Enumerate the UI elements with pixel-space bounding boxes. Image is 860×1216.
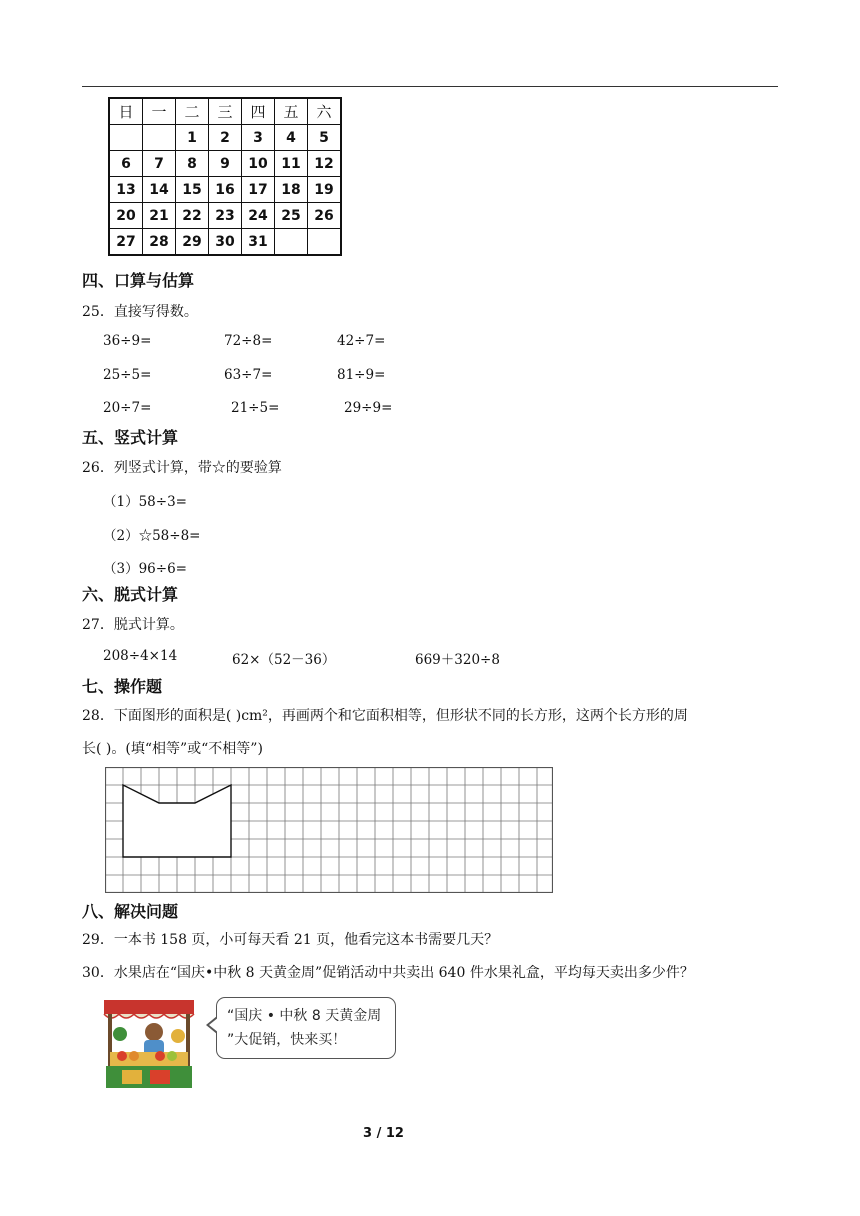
calendar-weekday-cell: 日 <box>109 98 143 125</box>
calendar-day-cell: 31 <box>242 229 275 256</box>
calendar-day-cell: 17 <box>242 177 275 203</box>
calendar-day-cell: 11 <box>275 151 308 177</box>
q25-item: 72÷8= <box>224 333 273 349</box>
page-number: 3 / 12 <box>363 1126 404 1141</box>
header-rule <box>82 86 778 87</box>
q25-item: 36÷9= <box>103 333 152 349</box>
calendar-day-cell: 27 <box>109 229 143 256</box>
calendar-day-cell: 4 <box>275 125 308 151</box>
calendar-day-cell: 1 <box>176 125 209 151</box>
q27-item: 208÷4×14 <box>103 648 178 664</box>
section-heading-4: 四、口算与估算 <box>82 271 195 290</box>
q26-item: （1）58÷3= <box>103 494 187 510</box>
promo-speech-bubble: “国庆 • 中秋 8 天黄金周 ”大促销，快来买！ <box>216 997 396 1059</box>
calendar-day-cell: 6 <box>109 151 143 177</box>
calendar-day-cell: 29 <box>176 229 209 256</box>
calendar-day-cell: 24 <box>242 203 275 229</box>
calendar-day-cell: 8 <box>176 151 209 177</box>
calendar-week-row <box>109 203 341 229</box>
section-heading-7: 七、操作题 <box>82 677 163 696</box>
calendar-day-cell <box>109 125 143 151</box>
calendar-day-cell: 9 <box>209 151 242 177</box>
calendar-day-cell: 20 <box>109 203 143 229</box>
calendar-day-cell: 21 <box>143 203 176 229</box>
calendar-day-cell <box>308 229 342 256</box>
fruit-stall-illustration <box>100 992 198 1090</box>
calendar-weekday-cell: 六 <box>308 98 342 125</box>
calendar-day-cell: 16 <box>209 177 242 203</box>
q25-item: 21÷5= <box>231 400 280 416</box>
calendar-day-cell: 3 <box>242 125 275 151</box>
question-26-title: 26．列竖式计算，带☆的要验算 <box>82 460 282 476</box>
q25-item: 81÷9= <box>337 367 386 383</box>
calendar-weekday-cell: 一 <box>143 98 176 125</box>
calendar-day-cell: 7 <box>143 151 176 177</box>
calendar-day-cell: 5 <box>308 125 342 151</box>
section-heading-8: 八、解决问题 <box>82 902 179 921</box>
section-heading-6: 六、脱式计算 <box>82 585 179 604</box>
calendar-day-cell: 22 <box>176 203 209 229</box>
question-30: 30．水果店在“国庆•中秋 8 天黄金周”促销活动中共卖出 640 件水果礼盒，平均每天卖出多少件？ <box>82 965 694 981</box>
q25-item: 29÷9= <box>344 400 393 416</box>
calendar-week-row <box>109 151 341 177</box>
section-heading-5: 五、竖式计算 <box>82 428 179 447</box>
calendar-weekday-cell: 五 <box>275 98 308 125</box>
calendar-day-cell <box>275 229 308 256</box>
calendar-weekday-cell: 三 <box>209 98 242 125</box>
q25-item: 42÷7= <box>337 333 386 349</box>
calendar-day-cell: 14 <box>143 177 176 203</box>
q25-item: 63÷7= <box>224 367 273 383</box>
q27-item: 62×（52－36） <box>232 652 336 668</box>
calendar-day-cell: 18 <box>275 177 308 203</box>
calendar-day-cell: 12 <box>308 151 342 177</box>
grid-figure <box>105 767 553 893</box>
calendar-day-cell: 2 <box>209 125 242 151</box>
calendar-day-cell: 25 <box>275 203 308 229</box>
q26-item: （3）96÷6= <box>103 561 187 577</box>
calendar-week-row <box>109 229 341 256</box>
q26-item: （2）☆58÷8= <box>103 528 201 544</box>
question-27-title: 27．脱式计算。 <box>82 617 184 633</box>
calendar-day-cell: 26 <box>308 203 342 229</box>
question-28-line2: 长( )。(填“相等”或“不相等”) <box>82 741 263 757</box>
calendar-weekday-cell: 二 <box>176 98 209 125</box>
calendar-day-cell: 23 <box>209 203 242 229</box>
calendar-week-row <box>109 177 341 203</box>
calendar-day-cell: 30 <box>209 229 242 256</box>
question-29: 29．一本书 158 页，小可每天看 21 页，他看完这本书需要几天？ <box>82 932 499 948</box>
calendar-day-cell: 15 <box>176 177 209 203</box>
calendar-day-cell: 13 <box>109 177 143 203</box>
calendar-day-cell <box>143 125 176 151</box>
question-28-line1: 28．下面图形的面积是( )cm²，再画两个和它面积相等，但形状不同的长方形，这两个长方形的周 <box>82 708 688 724</box>
calendar-weekday-cell: 四 <box>242 98 275 125</box>
q25-item: 20÷7= <box>103 400 152 416</box>
calendar-table <box>108 97 342 256</box>
calendar-day-cell: 10 <box>242 151 275 177</box>
q25-item: 25÷5= <box>103 367 152 383</box>
calendar-day-cell: 19 <box>308 177 342 203</box>
calendar-week-row <box>109 125 341 151</box>
calendar-day-cell: 28 <box>143 229 176 256</box>
q27-item: 669＋320÷8 <box>415 652 500 668</box>
question-25-title: 25．直接写得数。 <box>82 304 198 320</box>
calendar-header-row <box>109 98 341 125</box>
